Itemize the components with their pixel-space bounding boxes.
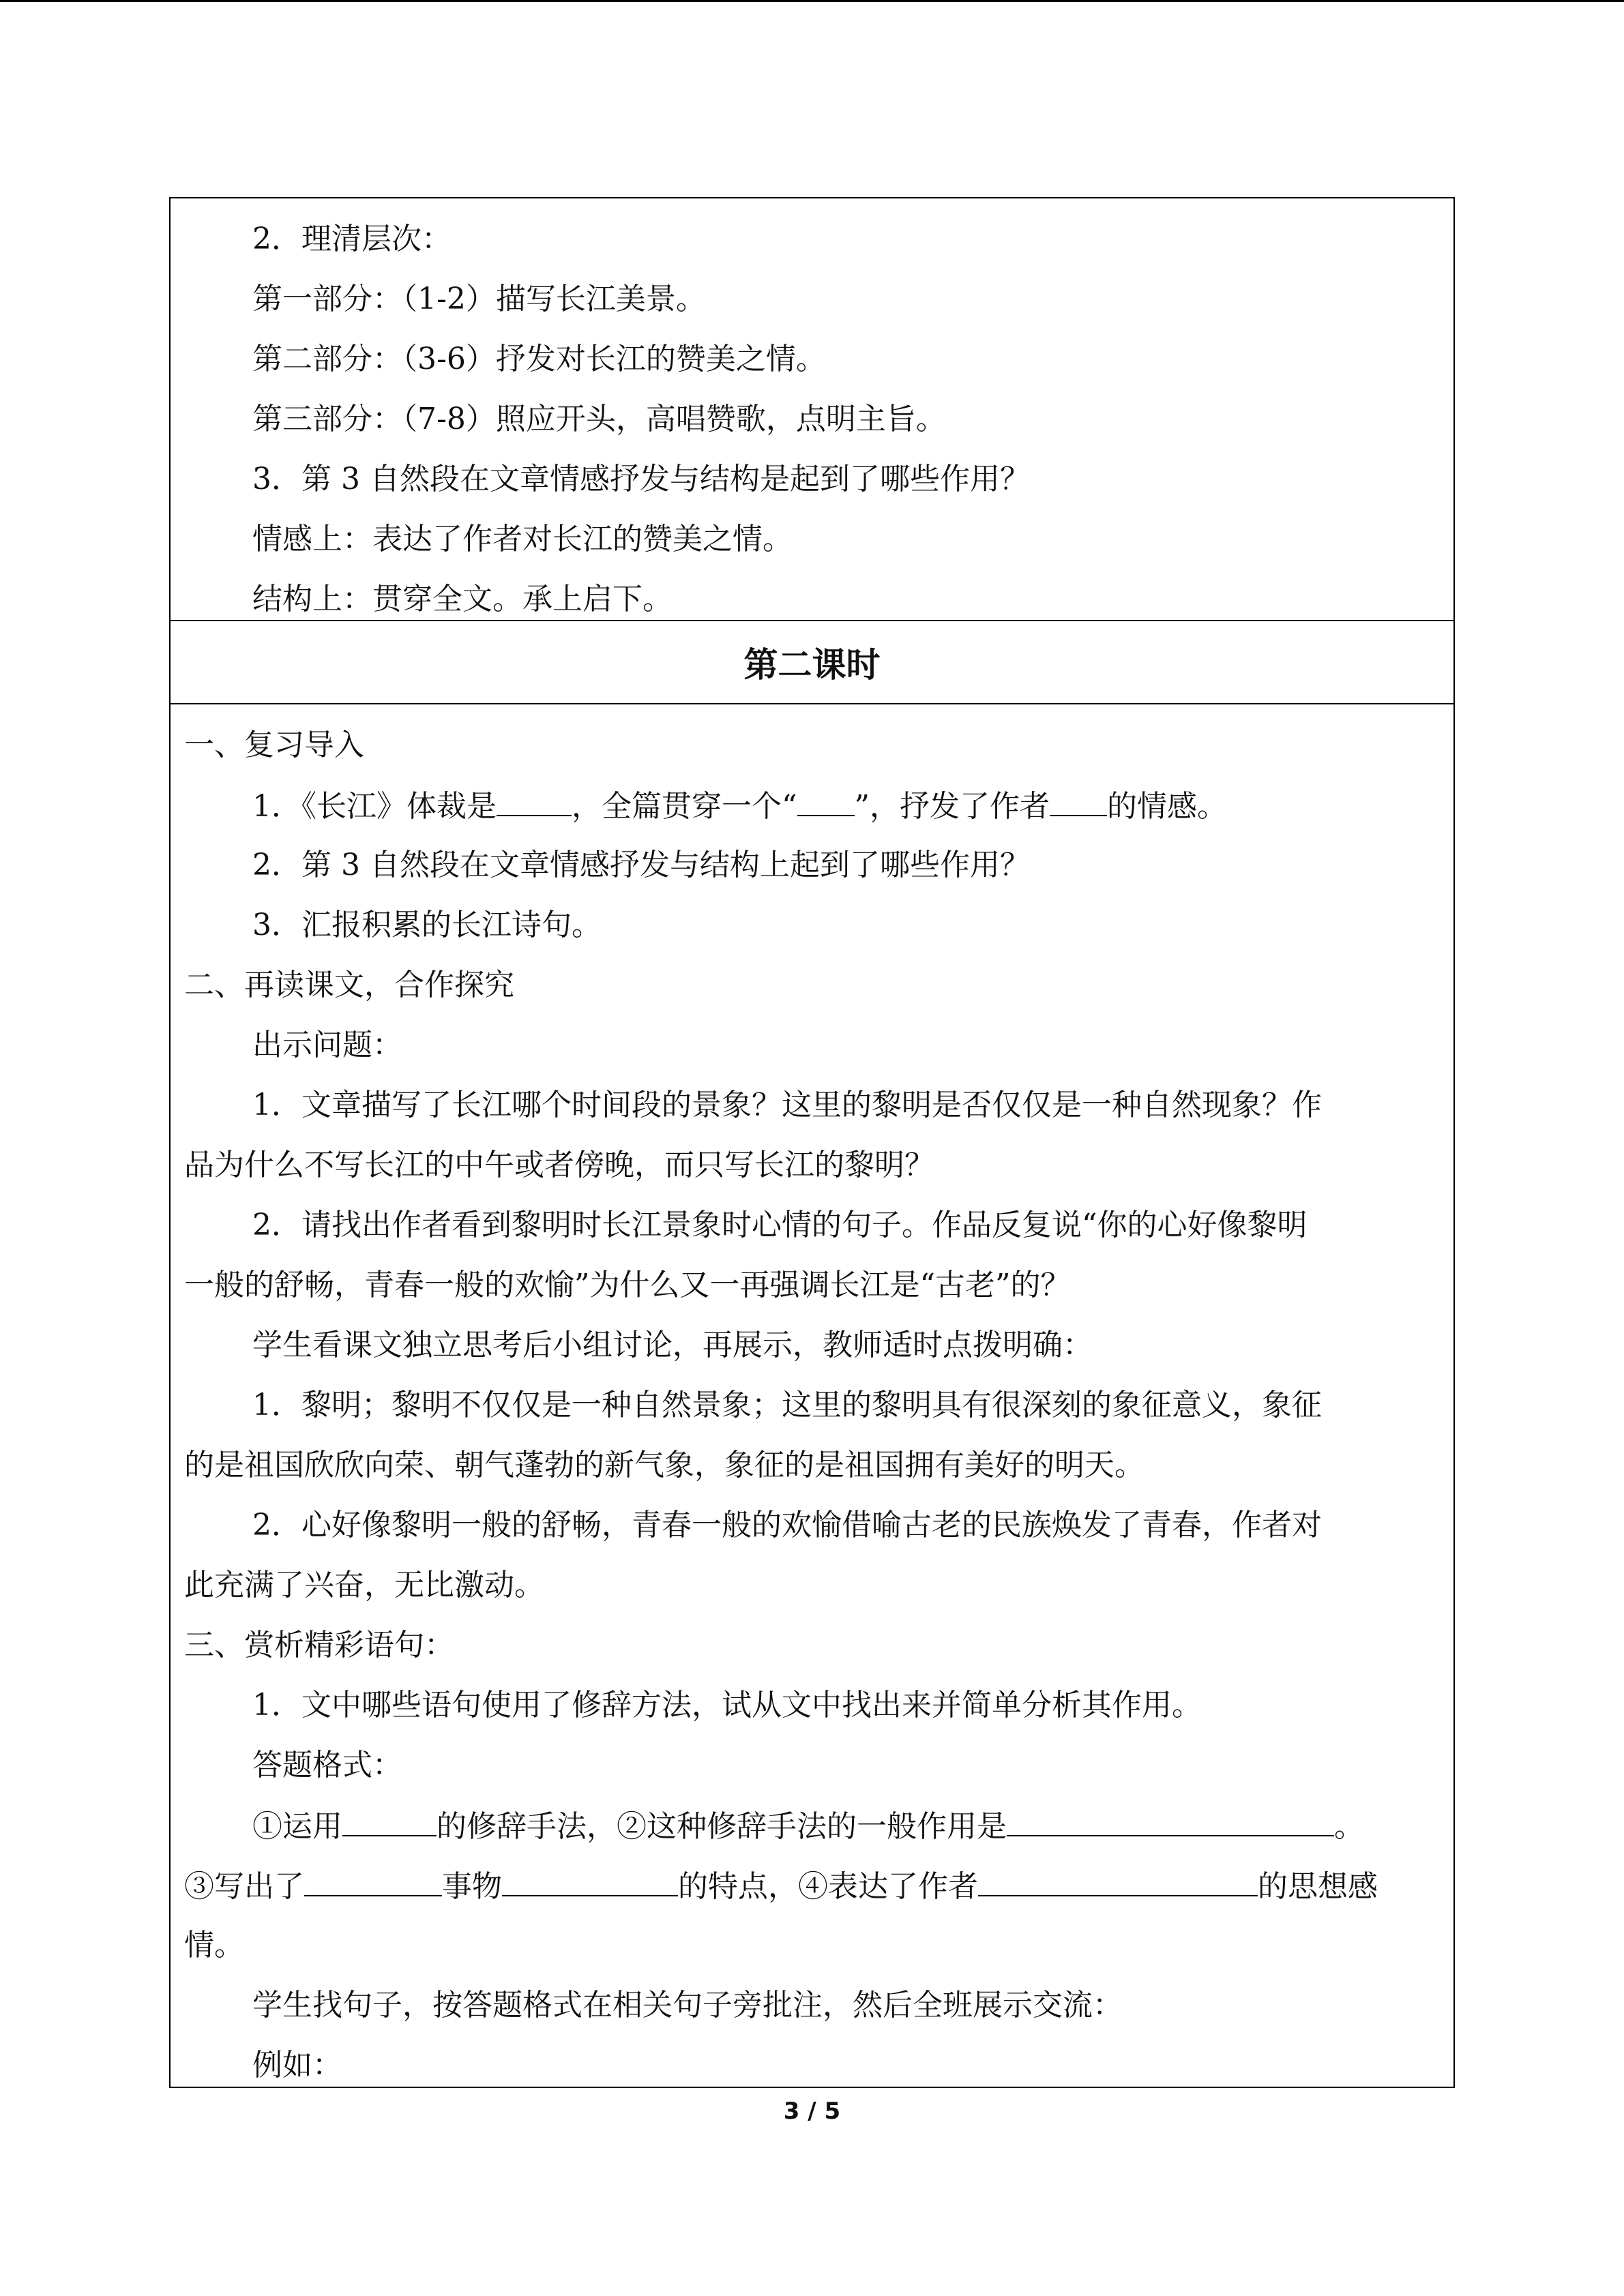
answer-blank — [304, 1865, 442, 1896]
text-line: 3．汇报积累的长江诗句。 — [252, 908, 602, 942]
text-line: 学生找句子，按答题格式在相关句子旁批注，然后全班展示交流： — [252, 1988, 1123, 2023]
answer-blank — [342, 1805, 437, 1836]
text-line: 3．第 3 自然段在文章情感抒发与结构是起到了哪些作用？ — [252, 462, 1030, 496]
heading-appreciate: 三、赏析精彩语句： — [184, 1628, 454, 1663]
text-line: 学生看课文独立思考后小组讨论，再展示，教师适时点拨明确： — [252, 1328, 1093, 1362]
text-line: 1．文章描写了长江哪个时间段的景象？这里的黎明是否仅仅是一种自然现象？作 — [252, 1088, 1322, 1122]
text-line: 第一部分：（1-2）描写长江美景。 — [252, 282, 706, 316]
text-line: 出示问题： — [252, 1028, 402, 1062]
section-title: 第二课时 — [743, 645, 881, 685]
lesson-plan-table — [169, 197, 1455, 2088]
text-line: 的是祖国欣欣向荣、朝气蓬勃的新气象，象征的是祖国拥有美好的明天。 — [184, 1448, 1145, 1482]
question-fill-blank: 1．《长江》体裁是 ，全篇贯穿一个“ ”，抒发了作者 的情感。 — [171, 785, 1535, 827]
answer-blank — [1007, 1805, 1334, 1836]
previous-lesson-cell — [171, 198, 1453, 620]
text-line: 2．心好像黎明一般的舒畅，青春一般的欢愉借喻古老的民族焕发了青春，作者对 — [252, 1508, 1322, 1542]
text-line: 1．文中哪些语句使用了修辞方法，试从文中找出来并简单分析其作用。 — [252, 1688, 1202, 1723]
top-border-line — [0, 0, 1624, 2]
text-line: 结构上：贯穿全文。承上启下。 — [252, 582, 673, 616]
answer-blank — [978, 1865, 1258, 1896]
text-line: 2．理清层次： — [252, 222, 452, 256]
heading-reread: 二、再读课文，合作探究 — [184, 968, 514, 1002]
text-line: 第二部分：（3-6）抒发对长江的赞美之情。 — [252, 342, 826, 376]
answer-blank — [497, 785, 572, 816]
page-number: 3 / 5 — [783, 2098, 841, 2125]
text-line: 2．第 3 自然段在文章情感抒发与结构上起到了哪些作用？ — [252, 848, 1030, 882]
text-line: 此充满了兴奋，无比激动。 — [184, 1568, 544, 1602]
text-line: 答题格式： — [252, 1748, 402, 1783]
answer-blank — [797, 785, 855, 816]
answer-blank — [1050, 785, 1107, 816]
text-line: 1．黎明；黎明不仅仅是一种自然景象；这里的黎明具有很深刻的象征意义，象征 — [252, 1388, 1322, 1422]
text-line: 2．请找出作者看到黎明时长江景象时心情的句子。作品反复说“你的心好像黎明 — [252, 1208, 1308, 1242]
text-line: 第三部分：（7-8）照应开头，高唱赞歌，点明主旨。 — [252, 402, 946, 436]
answer-format-line: ③写出了 事物 的特点，④表达了作者 的思想感 — [171, 1865, 1467, 1907]
heading-review: 一、复习导入 — [184, 728, 364, 762]
text-line: 情感上：表达了作者对长江的赞美之情。 — [252, 522, 793, 556]
text-line: 例如： — [252, 2048, 342, 2083]
text-line: 一般的舒畅，青春一般的欢愉”为什么又一再强调长江是“古老”的？ — [184, 1268, 1071, 1302]
answer-blank — [502, 1865, 678, 1896]
text-line: 情。 — [184, 1928, 244, 1963]
section-title-cell — [171, 620, 1453, 704]
text-line: 品为什么不写长江的中午或者傍晚，而只写长江的黎明？ — [184, 1148, 934, 1182]
answer-format-line: ①运用 的修辞手法，②这种修辞手法的一般作用是 。 — [171, 1805, 1535, 1847]
